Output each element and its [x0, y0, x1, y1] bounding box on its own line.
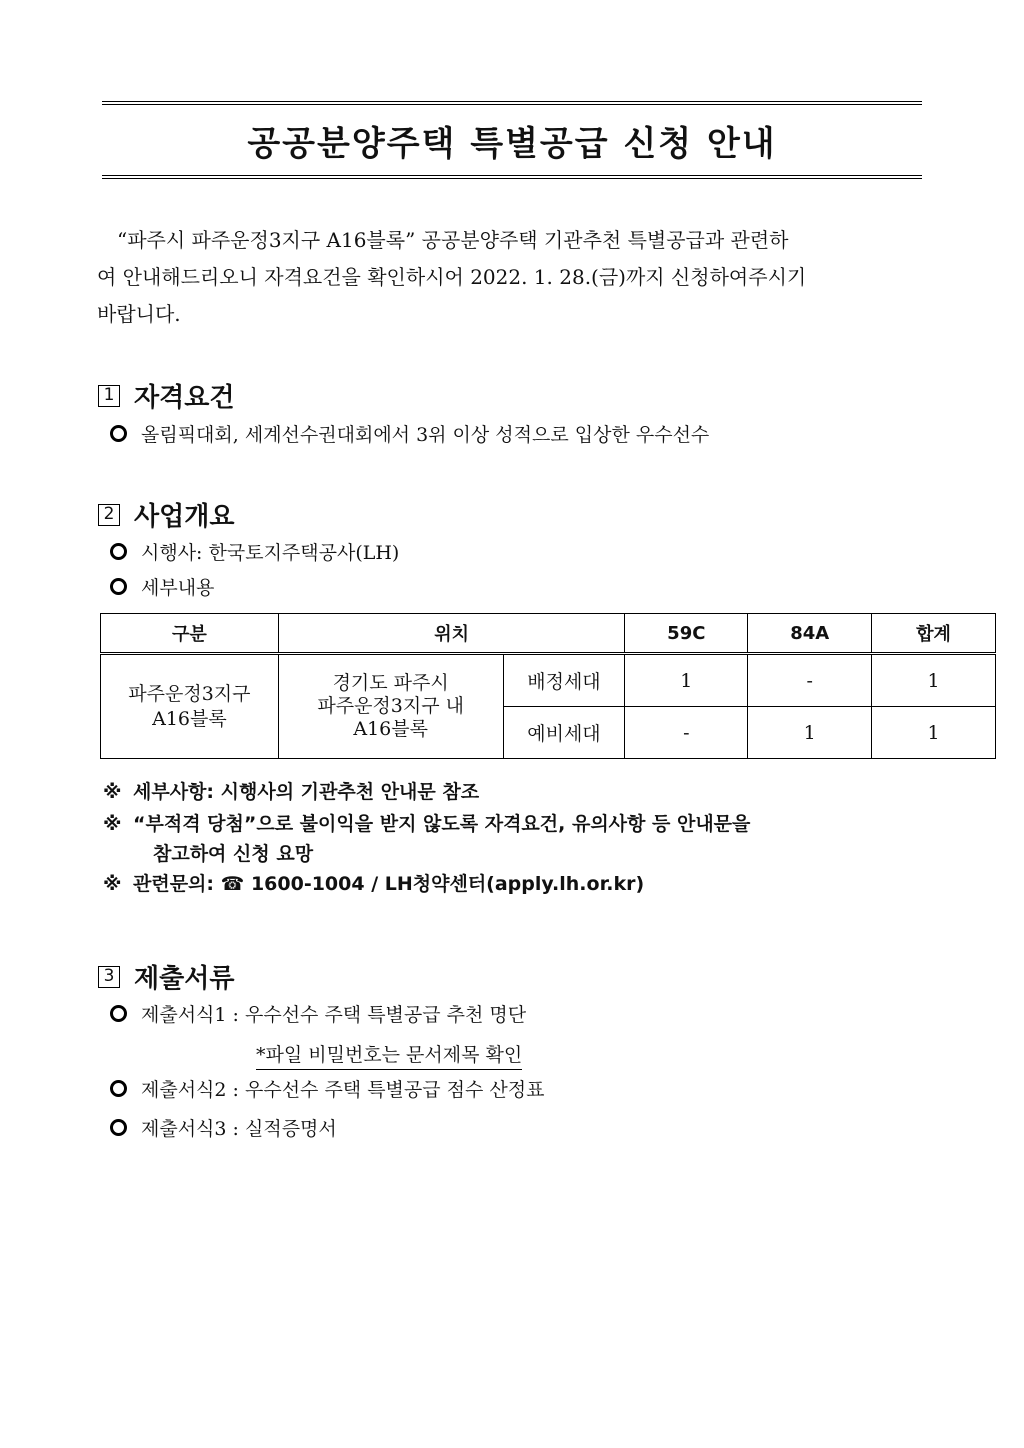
bullet-text: 세부내용 [141, 577, 215, 599]
intro-line-1: “파주시 파주운정3지구 A16블록” 공공분양주택 기관추천 특별공급과 관련하 [117, 228, 789, 252]
phone-icon: ☎ [220, 873, 245, 895]
intro-line-3: 바랍니다. [97, 302, 181, 326]
district-line: 파주운정3지구 [128, 682, 251, 705]
section-3-number: 3 [98, 966, 120, 988]
table-row [101, 654, 996, 707]
intro-paragraph [97, 222, 927, 333]
district-cell [101, 654, 279, 759]
submission-item-label: 제출서식3 : 실적증명서 [141, 1118, 337, 1140]
row-type-cell: 배정세대 [503, 654, 625, 707]
note-warning [103, 809, 933, 869]
document-title-box [102, 101, 922, 179]
note-text: 세부사항: 시행사의 기관추천 안내문 참조 [133, 781, 480, 803]
note-contact-prefix: 관련문의: [133, 873, 215, 895]
location-line: A16블록 [353, 718, 428, 740]
submission-item-2 [110, 1075, 544, 1102]
header-59c: 59C [625, 614, 748, 654]
section-1-title: 자격요건 [134, 383, 235, 413]
section-1-bullet [110, 420, 709, 447]
section-2-bullet-details [110, 573, 214, 600]
section-3-title: 제출서류 [134, 964, 235, 994]
section-2-bullet-operator [110, 538, 399, 565]
reference-mark-icon: ※ [103, 813, 122, 835]
location-cell [278, 654, 503, 759]
cell-total: 1 [872, 654, 996, 707]
submission-item-label: 제출서식1 : 우수선수 주택 특별공급 추천 명단 [141, 1004, 527, 1026]
note-contact-body: 1600-1004 / LH청약센터(apply.lh.or.kr) [250, 873, 645, 895]
bullet-text: 올림픽대회, 세계선수권대회에서 3위 이상 성적으로 입상한 우수선수 [141, 424, 710, 446]
cell-59c: 1 [625, 654, 748, 707]
note-contact [103, 869, 644, 896]
submission-item-label: 제출서식2 : 우수선수 주택 특별공급 점수 산정표 [141, 1079, 545, 1101]
section-3-heading [98, 958, 234, 995]
intro-line-2: 여 안내해드리오니 자격요건을 확인하시어 2022. 1. 28.(금)까지 신청하여주시기 [97, 265, 807, 289]
reference-mark-icon: ※ [103, 873, 122, 895]
section-2-number: 2 [98, 504, 120, 526]
details-table [100, 613, 996, 759]
table-header-row [101, 614, 996, 654]
password-note: *파일 비밀번호는 문서제목 확인 [256, 1040, 522, 1070]
district-line: A16블록 [152, 707, 227, 730]
section-1-number: 1 [98, 385, 120, 407]
circle-bullet-icon [110, 1005, 127, 1022]
cell-59c: - [625, 707, 748, 759]
location-line: 경기도 파주시 [332, 672, 449, 694]
header-category: 구분 [101, 614, 279, 654]
header-total: 합계 [872, 614, 996, 654]
circle-bullet-icon [110, 1080, 127, 1097]
cell-total: 1 [872, 707, 996, 759]
header-84a: 84A [748, 614, 872, 654]
section-2-title: 사업개요 [134, 502, 235, 532]
bullet-text: 시행사: 한국토지주택공사(LH) [141, 542, 400, 564]
circle-bullet-icon [110, 1119, 127, 1136]
cell-84a: - [748, 654, 872, 707]
location-line: 파주운정3지구 내 [317, 695, 464, 717]
note-details [103, 777, 479, 804]
header-location: 위치 [278, 614, 625, 654]
section-1-heading [98, 377, 234, 414]
row-type-cell: 예비세대 [503, 707, 625, 759]
note-text-line-1: “부적격 당첨”으로 불이익을 받지 않도록 자격요건, 유의사항 등 안내문을 [133, 813, 751, 835]
document-title: 공공분양주택 특별공급 신청 안내 [247, 123, 777, 164]
circle-bullet-icon [110, 543, 127, 560]
section-2-heading [98, 496, 234, 533]
circle-bullet-icon [110, 425, 127, 442]
reference-mark-icon: ※ [103, 781, 122, 803]
circle-bullet-icon [110, 578, 127, 595]
submission-item-3 [110, 1114, 337, 1141]
submission-item-1 [110, 1000, 526, 1027]
note-text-line-2: 참고하여 신청 요망 [153, 843, 314, 865]
cell-84a: 1 [748, 707, 872, 759]
